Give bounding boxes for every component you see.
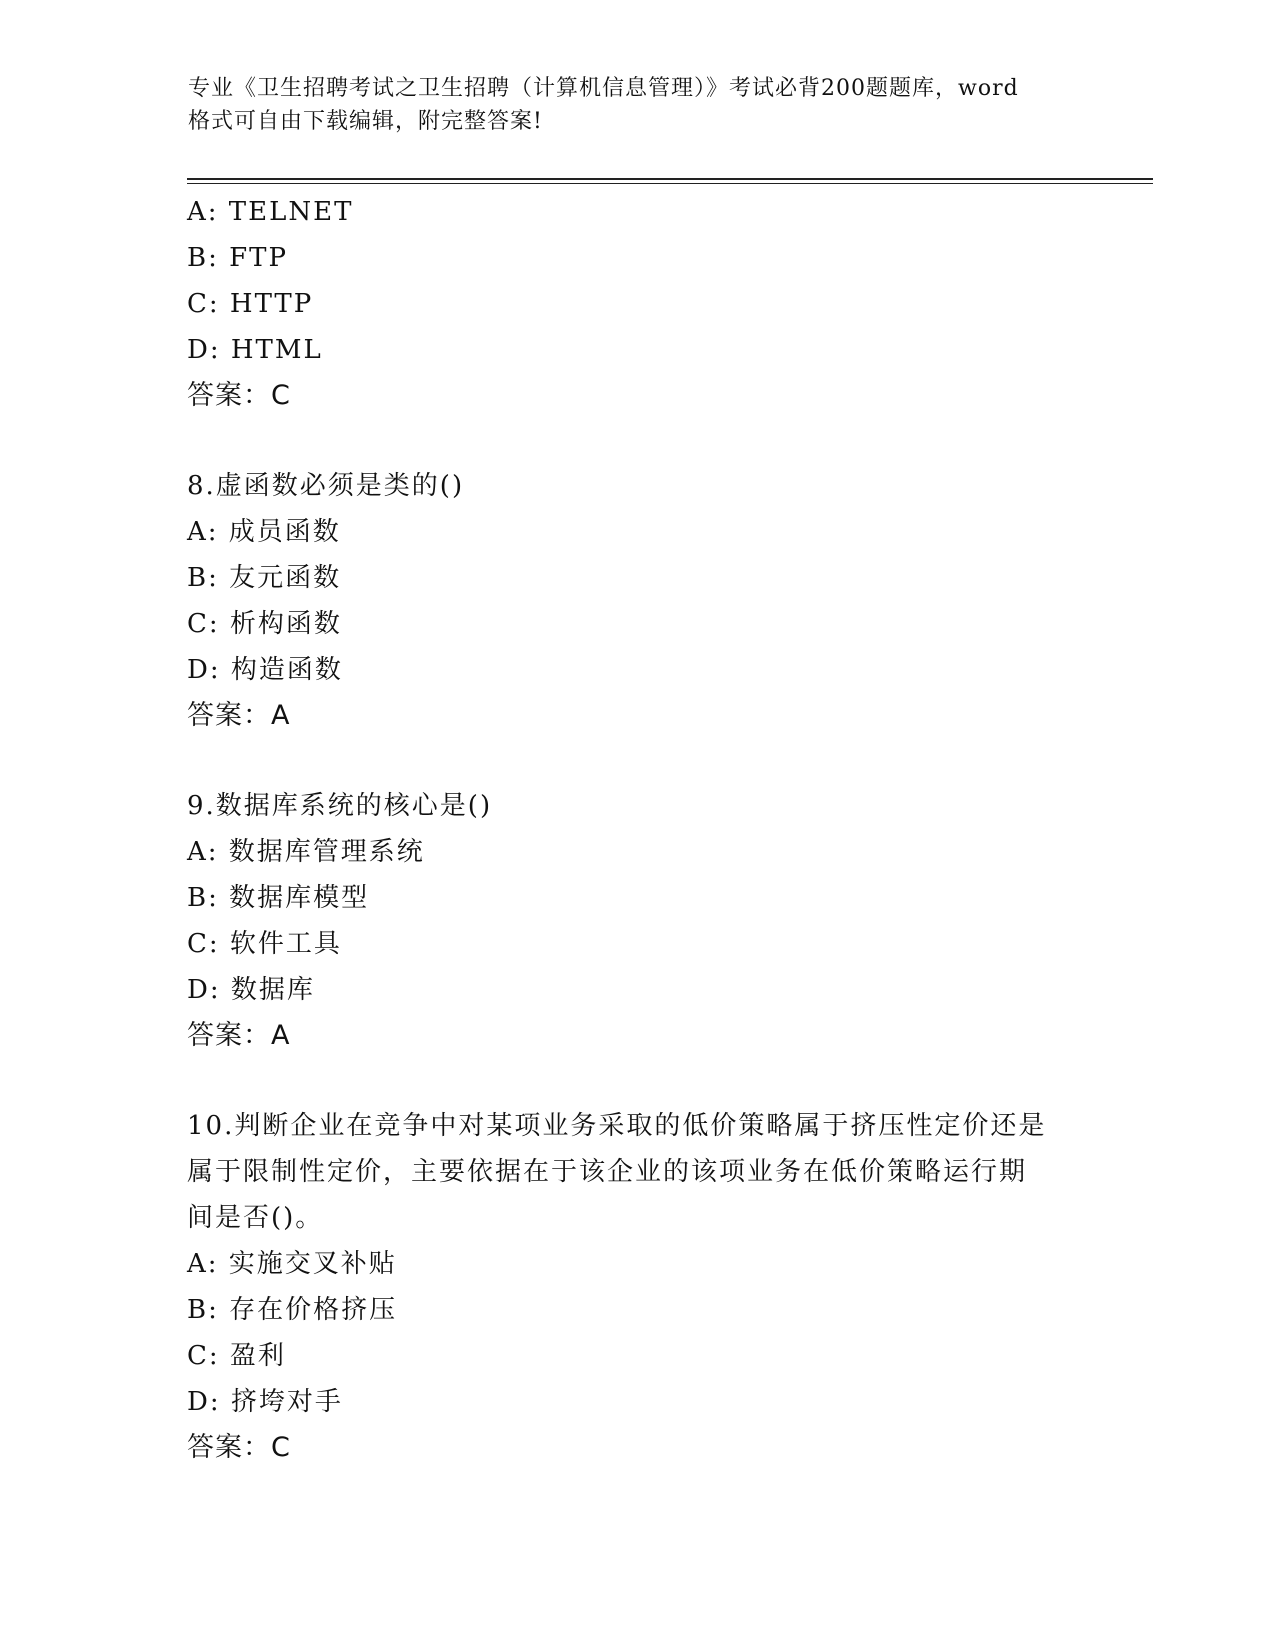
spacer: [187, 419, 1087, 463]
option-a: A: TELNET: [187, 197, 354, 227]
question-text: 9.数据库系统的核心是(): [187, 791, 493, 821]
option-d: D: 数据库: [187, 975, 315, 1005]
option-d: D: HTML: [187, 335, 323, 365]
spacer: [187, 739, 1087, 783]
answer: 答案：A: [187, 700, 291, 731]
question-text: 8.虚函数必须是类的(): [187, 471, 465, 501]
header-line-2: 格式可自由下载编辑，附完整答案!: [188, 109, 543, 134]
answer: 答案：C: [187, 1432, 291, 1463]
option-d: D: 构造函数: [187, 655, 343, 685]
document-header: [188, 72, 1088, 138]
option-c: C: 软件工具: [187, 929, 342, 959]
option-c: C: 盈利: [187, 1341, 286, 1371]
option-b: B: 友元函数: [187, 563, 342, 593]
option-a: A: 实施交叉补贴: [187, 1249, 397, 1279]
spacer: [187, 1059, 1087, 1103]
answer: 答案：C: [187, 380, 291, 411]
option-d: D: 挤垮对手: [187, 1387, 343, 1417]
question-block: [187, 463, 1087, 739]
header-line-1: 专业《卫生招聘考试之卫生招聘（计算机信息管理）》考试必背200题题库，word: [188, 76, 1019, 101]
option-a: A: 成员函数: [187, 517, 341, 547]
question-text-line-2: 属于限制性定价，主要依据在于该企业的该项业务在低价策略运行期: [187, 1157, 1028, 1187]
header-divider: [187, 178, 1153, 184]
question-text-line-1: 10.判断企业在竞争中对某项业务采取的低价策略属于挤压性定价还是: [187, 1111, 1047, 1141]
option-a: A: 数据库管理系统: [187, 837, 425, 867]
question-block: [187, 1103, 1087, 1471]
option-b: B: FTP: [187, 243, 289, 273]
question-list: [187, 189, 1087, 1471]
option-c: C: HTTP: [187, 289, 314, 319]
question-block: [187, 189, 1087, 419]
question-text-line-3: 间是否()。: [187, 1203, 324, 1233]
option-c: C: 析构函数: [187, 609, 342, 639]
answer: 答案：A: [187, 1020, 291, 1051]
option-b: B: 数据库模型: [187, 883, 370, 913]
question-block: [187, 783, 1087, 1059]
option-b: B: 存在价格挤压: [187, 1295, 398, 1325]
